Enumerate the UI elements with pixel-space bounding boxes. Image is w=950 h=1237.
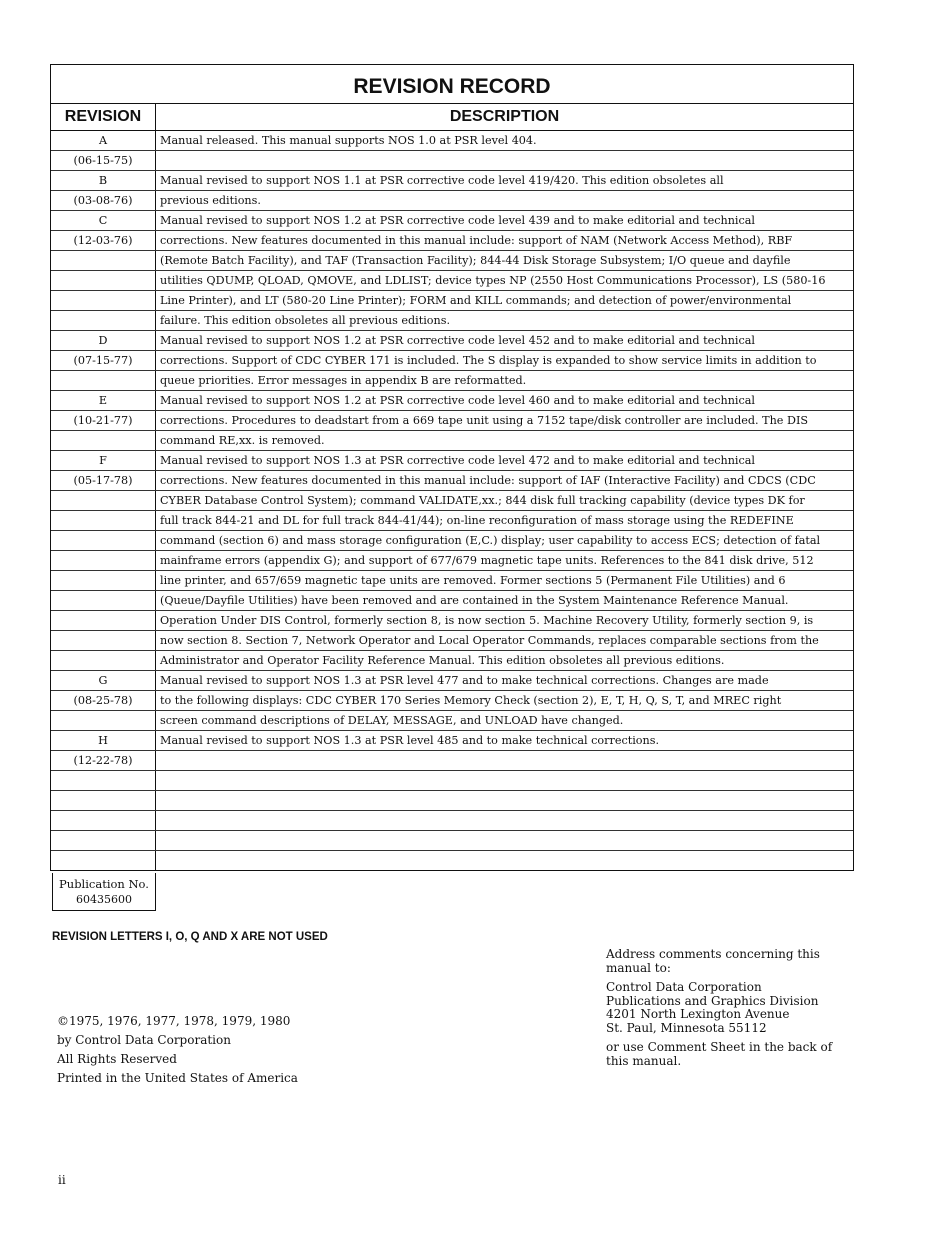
revision-cell [51, 531, 156, 551]
description-cell: Operation Under DIS Control, formerly section 8, is now section 5. Machine Recovery Utility, formerly section 9, is [156, 611, 854, 631]
revision-header: REVISION [51, 104, 156, 131]
table-row [51, 731, 853, 751]
description-cell: (Remote Batch Facility), and TAF (Transaction Facility); 844-44 Disk Storage Subsystem; I/O queue and dayfile [156, 251, 854, 271]
table-row [51, 371, 853, 391]
copyright-block [57, 1012, 298, 1088]
table-row [51, 491, 853, 511]
table-row [51, 191, 853, 211]
table-row [51, 431, 853, 451]
table-row [51, 711, 853, 731]
revision-cell [51, 251, 156, 271]
description-cell: utilities QDUMP, QLOAD, QMOVE, and LDLIST; device types NP (2550 Host Communications Processor), LS (580-16 [156, 271, 854, 291]
table-row [51, 211, 853, 231]
description-cell: previous editions. [156, 191, 854, 211]
revision-cell: E [51, 391, 156, 411]
revision-record-box [50, 64, 854, 871]
description-cell [156, 151, 854, 171]
revision-cell: (12-03-76) [51, 231, 156, 251]
revision-cell [51, 651, 156, 671]
revision-cell [51, 711, 156, 731]
address-outro-line: or use Comment Sheet in the back of [606, 1040, 833, 1054]
description-cell: full track 844-21 and DL for full track 844-41/44); on-line reconfiguration of mass storage using the REDEFINE [156, 511, 854, 531]
description-cell: to the following displays: CDC CYBER 170 Series Memory Check (section 2), E, T, H, Q, S, T, and MREC right [156, 691, 854, 711]
description-cell: Manual revised to support NOS 1.1 at PSR corrective code level 419/420. This edition obsoletes all [156, 171, 854, 191]
copyright-line: All Rights Reserved [57, 1052, 177, 1066]
revision-cell: A [51, 131, 156, 151]
revision-cell [51, 831, 156, 851]
copyright-line: Printed in the United States of America [57, 1071, 298, 1085]
description-cell: corrections. Procedures to deadstart from a 669 tape unit using a 7152 tape/disk controller are included. The DIS [156, 411, 854, 431]
revision-cell: G [51, 671, 156, 691]
revision-cell [51, 371, 156, 391]
revision-cell [51, 271, 156, 291]
address-line: St. Paul, Minnesota 55112 [606, 1020, 767, 1035]
table-row [51, 531, 853, 551]
publication-label: Publication No. [59, 877, 149, 891]
revision-cell [51, 811, 156, 831]
table-row [51, 231, 853, 251]
description-cell: line printer, and 657/659 magnetic tape units are removed. Former sections 5 (Permanent File Utilities) and 6 [156, 571, 854, 591]
address-outro-line: this manual. [606, 1053, 682, 1068]
description-cell: mainframe errors (appendix G); and support of 677/679 magnetic tape units. References to the 841 disk drive, 512 [156, 551, 854, 571]
description-cell: (Queue/Dayfile Utilities) have been removed and are contained in the System Maintenance Reference Manual. [156, 591, 854, 611]
revision-cell: (03-08-76) [51, 191, 156, 211]
table-row [51, 671, 853, 691]
publication-number-box [52, 873, 156, 911]
table-row [51, 691, 853, 711]
description-cell [156, 851, 854, 871]
revision-table [51, 104, 853, 870]
table-row [51, 451, 853, 471]
revision-cell: (10-21-77) [51, 411, 156, 431]
table-row [51, 331, 853, 351]
table-row [51, 291, 853, 311]
revision-cell [51, 611, 156, 631]
revision-cell: (07-15-77) [51, 351, 156, 371]
table-row [51, 411, 853, 431]
copyright-line: by Control Data Corporation [57, 1033, 231, 1047]
description-cell: Manual revised to support NOS 1.2 at PSR corrective code level 460 and to make editorial and technical [156, 391, 854, 411]
revision-cell: (05-17-78) [51, 471, 156, 491]
description-cell: Line Printer), and LT (580-20 Line Printer); FORM and KILL commands; and detection of power/environmental [156, 291, 854, 311]
revision-cell [51, 431, 156, 451]
table-row [51, 151, 853, 171]
description-cell: Manual released. This manual supports NOS 1.0 at PSR level 404. [156, 131, 854, 151]
revision-cell [51, 491, 156, 511]
revision-cell: (12-22-78) [51, 751, 156, 771]
revision-cell [51, 791, 156, 811]
revision-cell [51, 851, 156, 871]
description-cell: Manual revised to support NOS 1.2 at PSR corrective code level 439 and to make editorial and technical [156, 211, 854, 231]
description-cell [156, 831, 854, 851]
table-row [51, 571, 853, 591]
table-row [51, 391, 853, 411]
description-cell: command (section 6) and mass storage configuration (E,C.) display; user capability to access ECS; detection of fatal [156, 531, 854, 551]
description-cell: Manual revised to support NOS 1.2 at PSR corrective code level 452 and to make editorial and technical [156, 331, 854, 351]
table-row [51, 551, 853, 571]
table-row [51, 131, 853, 151]
description-cell: failure. This edition obsoletes all previous editions. [156, 311, 854, 331]
description-cell: queue priorities. Error messages in appendix B are reformatted. [156, 371, 854, 391]
table-row [51, 751, 853, 771]
revision-letters-note: REVISION LETTERS I, O, Q AND X ARE NOT USED [52, 931, 328, 943]
table-row [51, 591, 853, 611]
revision-cell [51, 571, 156, 591]
address-intro-line: manual to: [606, 960, 671, 975]
description-cell [156, 771, 854, 791]
table-row [51, 311, 853, 331]
table-row [51, 651, 853, 671]
table-row [51, 611, 853, 631]
address-line: 4201 North Lexington Avenue [606, 1007, 790, 1021]
table-row [51, 351, 853, 371]
revision-cell [51, 631, 156, 651]
table-row [51, 631, 853, 651]
description-cell: command RE,xx. is removed. [156, 431, 854, 451]
table-row [51, 811, 853, 831]
revision-cell [51, 291, 156, 311]
description-cell: corrections. Support of CDC CYBER 171 is included. The S display is expanded to show service limits in addition to [156, 351, 854, 371]
revision-cell: D [51, 331, 156, 351]
revision-cell: C [51, 211, 156, 231]
revision-cell: H [51, 731, 156, 751]
address-line: Publications and Graphics Division [606, 993, 819, 1008]
description-cell: corrections. New features documented in this manual include: support of NAM (Network Access Method), RBF [156, 231, 854, 251]
description-cell [156, 751, 854, 771]
description-cell: Administrator and Operator Facility Reference Manual. This edition obsoletes all previous editions. [156, 651, 854, 671]
page-title: REVISION RECORD [51, 65, 853, 104]
page-number: ii [58, 1173, 66, 1187]
description-cell: Manual revised to support NOS 1.3 at PSR level 485 and to make technical corrections. [156, 731, 854, 751]
revision-cell: (08-25-78) [51, 691, 156, 711]
description-cell: now section 8. Section 7, Network Operator and Local Operator Commands, replaces comparable sections from the [156, 631, 854, 651]
address-line: Control Data Corporation [606, 980, 762, 994]
description-cell: CYBER Database Control System); command VALIDATE,xx.; 844 disk full tracking capability (device types DK for [156, 491, 854, 511]
revision-cell [51, 771, 156, 791]
table-row [51, 791, 853, 811]
revision-cell [51, 591, 156, 611]
publication-number: 60435600 [76, 893, 132, 906]
table-row [51, 771, 853, 791]
revision-cell: F [51, 451, 156, 471]
table-row [51, 271, 853, 291]
table-row [51, 511, 853, 531]
revision-cell [51, 511, 156, 531]
table-row [51, 471, 853, 491]
address-intro-line: Address comments concerning this [606, 947, 820, 961]
copyright-line: ©1975, 1976, 1977, 1978, 1979, 1980 [57, 1014, 291, 1028]
revision-cell: B [51, 171, 156, 191]
description-header: DESCRIPTION [156, 104, 854, 131]
description-cell: screen command descriptions of DELAY, MESSAGE, and UNLOAD have changed. [156, 711, 854, 731]
description-cell: corrections. New features documented in this manual include: support of IAF (Interactive Facility) and CDCS (CDC [156, 471, 854, 491]
revision-cell: (06-15-75) [51, 151, 156, 171]
revision-cell [51, 311, 156, 331]
description-cell: Manual revised to support NOS 1.3 at PSR level 477 and to make technical corrections. Changes are made [156, 671, 854, 691]
address-block [606, 948, 832, 1068]
table-row [51, 851, 853, 871]
description-cell: Manual revised to support NOS 1.3 at PSR corrective code level 472 and to make editorial and technical [156, 451, 854, 471]
table-row [51, 831, 853, 851]
description-cell [156, 791, 854, 811]
table-row [51, 171, 853, 191]
description-cell [156, 811, 854, 831]
table-row [51, 251, 853, 271]
revision-cell [51, 551, 156, 571]
